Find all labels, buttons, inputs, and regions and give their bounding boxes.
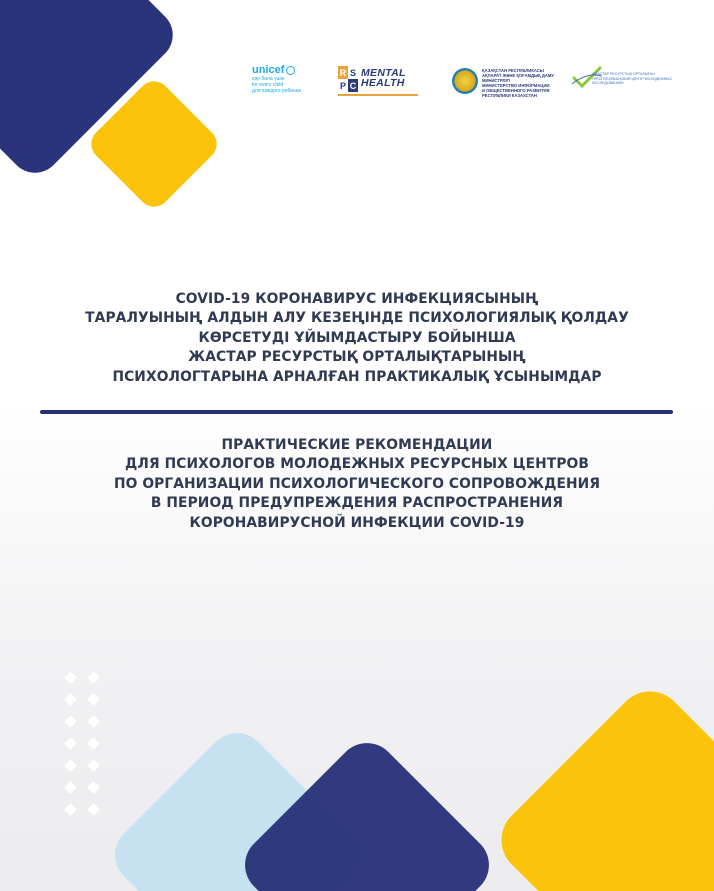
- mental-health-underline: [338, 94, 418, 96]
- partner-logos: [0, 58, 714, 108]
- unicef-tagline-kz: ҳәр бала үшін: [252, 76, 285, 82]
- mental-health-logo: [338, 66, 424, 96]
- ministry-line: МИНИСТЕРСТВО ИНФОРМАЦИИ: [482, 83, 550, 88]
- title-ru-line: ПРАКТИЧЕСКИЕ РЕКОМЕНДАЦИИ: [221, 437, 493, 453]
- svg-text:S: S: [349, 68, 357, 78]
- title-ru-line: В ПЕРИОД ПРЕДУПРЕЖДЕНИЯ РАСПРОСТРАНЕНИЯ: [150, 495, 564, 512]
- svg-text:C: C: [349, 81, 357, 91]
- unicef-tagline-en: for every child: [252, 82, 284, 88]
- title-kz-line: ТАРАЛУЫНЫҢ АЛДЫН АЛУ КЕЗЕҢІНДЕ ПСИХОЛОГИЯЛЫҚ ҚОЛДАУ: [85, 310, 629, 327]
- svg-text:P: P: [339, 81, 347, 91]
- white-dot-grid: [64, 671, 100, 816]
- title-divider: [40, 410, 673, 414]
- svg-text:R: R: [339, 68, 347, 78]
- ministry-line: АҚПАРАТ ЖӘНЕ ҚОҒАМДЫҚ ДАМУ: [482, 73, 554, 78]
- title-russian: [0, 436, 714, 533]
- youth-center-line: «ЖАСТАР РЕСУРСТЫҚ ОРТАЛЫҒЫ»: [592, 72, 656, 76]
- mental-health-wordmark: [361, 68, 406, 88]
- ministry-line: ҚАЗАҚСТАН РЕСПУБЛИКАСЫ: [482, 68, 544, 73]
- mental-health-line2: HEALTH: [361, 77, 405, 89]
- ministry-logo: [452, 62, 562, 102]
- unicef-wordmark: unicef: [252, 64, 285, 76]
- title-ru-line: КОРОНАВИРУСНОЙ ИНФЕКЦИИ COVID-19: [189, 514, 525, 531]
- youth-center-text: [592, 72, 676, 86]
- globe-icon: [286, 66, 295, 75]
- youth-center-line: ИССЛЕДОВАНИЙ»: [592, 81, 625, 86]
- youth-center-line: «РЕСПУБЛИКАНСКИЙ ЦЕНТР МОЛОДЕЖНЫХ: [592, 76, 672, 81]
- ministry-line: РЕСПУБЛИКИ КАЗАХСТАН: [482, 93, 537, 98]
- title-kz-line: КӨРСЕТУДІ ҰЙЫМДАСТЫРУ БОЙЫНША: [198, 329, 516, 346]
- yellow-diamond-bottom: [487, 677, 714, 891]
- ministry-line: И ОБЩЕСТВЕННОГО РАЗВИТИЯ: [482, 88, 550, 93]
- unicef-tagline-ru: для каждого ребенка: [252, 88, 301, 94]
- title-kazakh: [0, 290, 714, 387]
- title-kz-line: ЖАСТАР РЕСУРСТЫҚ ОРТАЛЫҚТАРЫНЫҢ: [188, 349, 526, 366]
- rspc-mark-icon: [338, 66, 358, 92]
- title-kz-line: ПСИХОЛОГТАРЫНА АРНАЛҒАН ПРАКТИКАЛЫҚ ҰСЫНЫМДАР: [112, 368, 602, 385]
- ministry-text: [482, 68, 562, 98]
- youth-center-logo: [572, 66, 676, 96]
- title-ru-line: ДЛЯ ПСИХОЛОГОВ МОЛОДЕЖНЫХ РЕСУРСНЫХ ЦЕНТРОВ: [125, 456, 589, 473]
- ministry-line: МИНИСТРЛІГІ: [482, 78, 511, 83]
- title-ru-line: ПО ОРГАНИЗАЦИИ ПСИХОЛОГИЧЕСКОГО СОПРОВОЖДЕНИЯ: [113, 475, 601, 492]
- title-kz-line: COVID-19 КОРОНАВИРУС ИНФЕКЦИЯСЫНЫҢ: [175, 291, 539, 307]
- unicef-logo: [252, 64, 312, 94]
- kazakhstan-emblem-icon: [452, 68, 478, 94]
- mental-health-line1: MENTAL: [361, 67, 406, 79]
